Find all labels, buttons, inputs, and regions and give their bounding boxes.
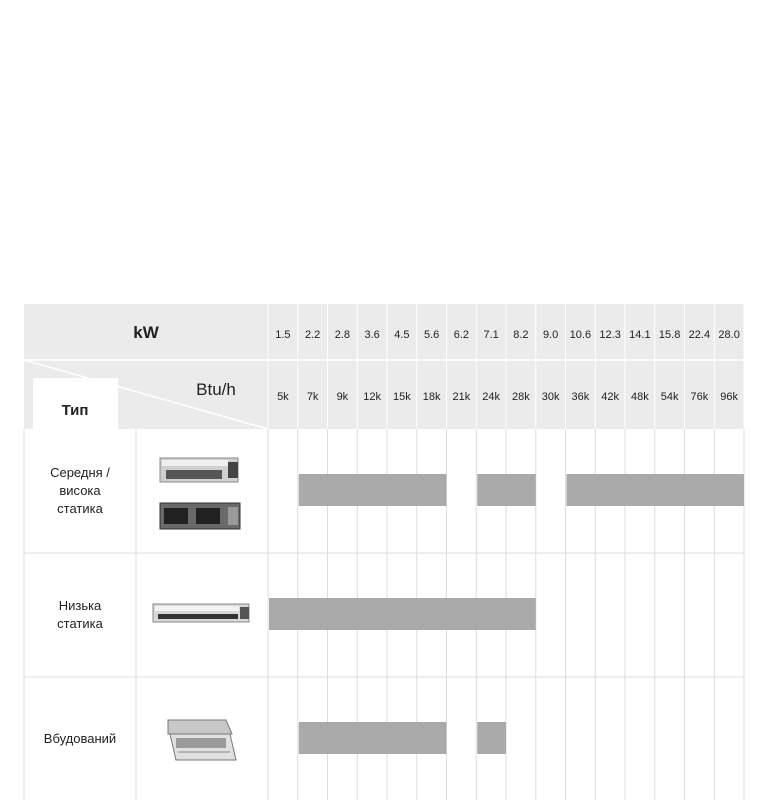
btu-tick-label: 7k xyxy=(306,391,319,403)
kw-tick-label: 2.2 xyxy=(304,329,321,341)
capacity-range-bar xyxy=(477,722,506,754)
kw-tick-label: 1.5 xyxy=(275,329,291,341)
btu-tick-label: 9k xyxy=(336,391,349,403)
kw-tick-label: 28.0 xyxy=(718,329,740,341)
btu-tick-label: 12k xyxy=(363,391,381,403)
kw-label: kW xyxy=(133,323,159,342)
btu-tick-label: 18k xyxy=(422,391,441,403)
btu-tick-label: 5k xyxy=(277,391,289,403)
row-type-label: Вбудований xyxy=(43,731,117,746)
type-label: Тип xyxy=(61,402,89,419)
kw-tick-label: 14.1 xyxy=(629,329,651,341)
btu-tick-label: 36k xyxy=(571,391,590,403)
kw-tick-label: 2.8 xyxy=(334,329,351,341)
row-type-label: статика xyxy=(57,616,103,631)
kw-tick-label: 8.2 xyxy=(513,329,529,341)
kw-tick-label: 7.1 xyxy=(483,329,499,341)
kw-tick-label: 6.2 xyxy=(453,329,470,341)
ducted-unit-medium-high-static-icon xyxy=(160,458,240,529)
kw-tick-label: 12.3 xyxy=(599,329,621,341)
kw-tick-label: 4.5 xyxy=(394,329,410,341)
btu-tick-label: 42k xyxy=(601,391,619,403)
btu-tick-label: 48k xyxy=(631,391,649,403)
btu-tick-label: 76k xyxy=(690,391,709,403)
kw-tick-label: 9.0 xyxy=(542,329,559,341)
btu-tick-label: 96k xyxy=(720,391,738,403)
btu-tick-label: 30k xyxy=(541,391,560,403)
kw-tick-label: 22.4 xyxy=(688,329,711,341)
btu-tick-label: 21k xyxy=(452,391,471,403)
row-type-label: Середня / xyxy=(50,465,110,480)
ducted-unit-low-static-icon xyxy=(153,604,249,622)
capacity-range-bar xyxy=(299,722,447,754)
kw-tick-label: 5.6 xyxy=(423,329,440,341)
row-type-label: висока xyxy=(59,483,101,498)
kw-tick-label: 15.8 xyxy=(658,329,681,341)
row-type-label: Низька xyxy=(58,598,102,613)
capacity-range-bar xyxy=(567,474,745,506)
btu-tick-label: 28k xyxy=(512,391,530,403)
btu-tick-label: 15k xyxy=(393,391,411,403)
kw-tick-label: 3.6 xyxy=(364,329,380,341)
btu-tick-label: 24k xyxy=(482,391,500,403)
btu-tick-label: 54k xyxy=(660,391,679,403)
capacity-range-bar xyxy=(477,474,536,506)
capacity-range-bar xyxy=(269,598,536,630)
header-background xyxy=(24,304,744,429)
btu-label: Btu/h xyxy=(196,380,236,399)
kw-tick-label: 10.6 xyxy=(569,329,592,341)
row-type-label: статика xyxy=(57,501,103,516)
built-in-unit-icon xyxy=(168,720,236,760)
capacity-range-bar xyxy=(299,474,447,506)
